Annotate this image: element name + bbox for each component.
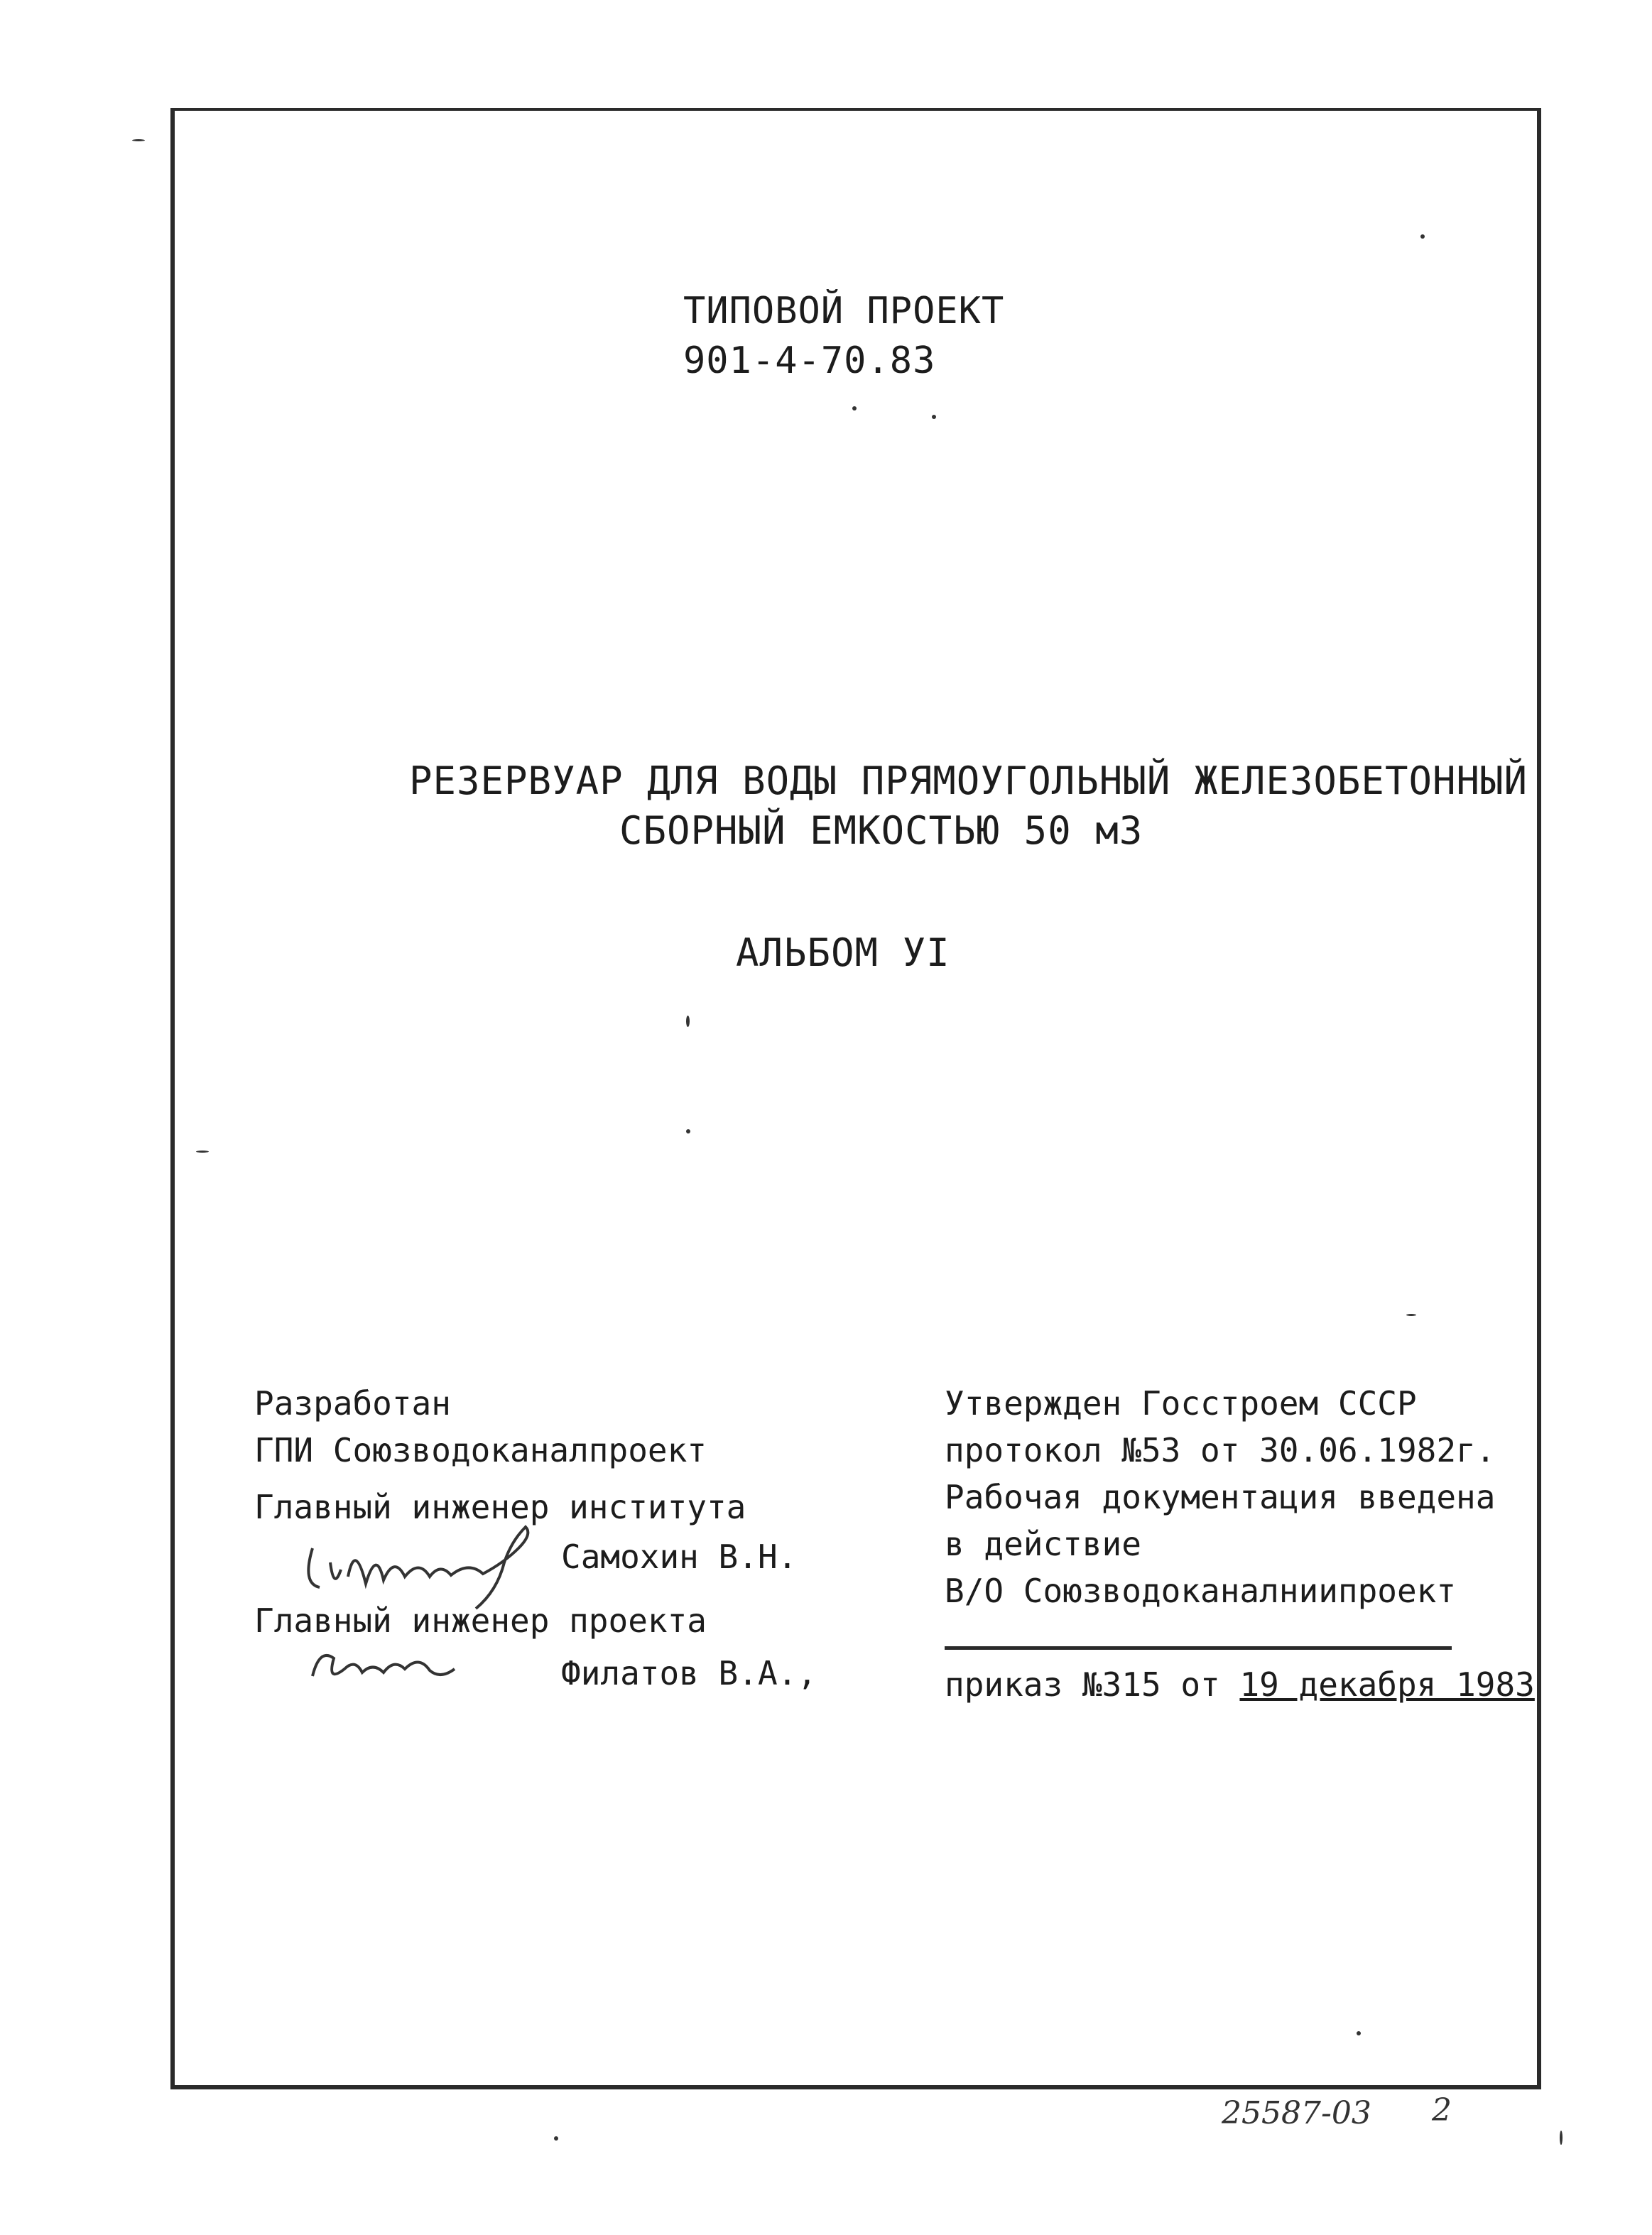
scan-speck (686, 1016, 690, 1027)
archive-number: 25587-03 (1222, 2095, 1371, 2131)
scan-speck (1560, 2131, 1563, 2145)
chief-institute-role: Главный инженер института (254, 1488, 746, 1526)
document-frame (170, 108, 1541, 2089)
album-label: АЛЬБОМ УI (736, 930, 950, 975)
signature-filatov (305, 1641, 462, 1690)
approved-line3: Рабочая документация введена (945, 1478, 1496, 1516)
scan-speck (132, 139, 145, 141)
approved-line4: в действие (945, 1525, 1141, 1563)
document-title-line1: РЕЗЕРВУАР ДЛЯ ВОДЫ ПРЯМОУГОЛЬНЫЙ ЖЕЛЕЗОБЕТОННЫЙ (409, 758, 1528, 803)
order-prefix: приказ №315 от (945, 1665, 1220, 1704)
chief-project-role: Главный инженер проекта (254, 1602, 707, 1640)
scan-speck (196, 1151, 209, 1153)
page-number: 2 (1432, 2092, 1452, 2128)
project-number: 901-4-70.83 (683, 339, 936, 382)
approved-line1: Утвержден Госстроем СССР (945, 1384, 1417, 1423)
approved-protocol: протокол №53 от 30.06.1982г. (945, 1431, 1496, 1469)
scan-speck (686, 1129, 690, 1133)
order-rule (945, 1646, 1452, 1650)
project-type-label: ТИПОВОЙ ПРОЕКТ (683, 290, 1005, 332)
signature-samokhin (298, 1520, 554, 1612)
scan-speck (852, 406, 857, 410)
document-title-line2: СБОРНЫЙ ЕМКОСТЬЮ 50 м3 (619, 808, 1143, 853)
scan-speck (1420, 234, 1425, 239)
order-line (945, 1662, 1535, 1707)
order-date: 19 декабря 1983 (1239, 1665, 1535, 1704)
scan-speck (932, 415, 936, 419)
scan-speck (1406, 1314, 1416, 1316)
scan-speck (554, 2136, 558, 2141)
approved-org: В/О Союзводоканалниипроект (945, 1572, 1457, 1610)
chief-institute-name: Самохин В.Н. (561, 1538, 798, 1576)
chief-project-name: Филатов В.А., (561, 1654, 817, 1692)
developed-label: Разработан (254, 1384, 451, 1423)
developer-org: ГПИ Союзводоканалпроект (254, 1431, 707, 1469)
scan-speck (1357, 2031, 1361, 2035)
